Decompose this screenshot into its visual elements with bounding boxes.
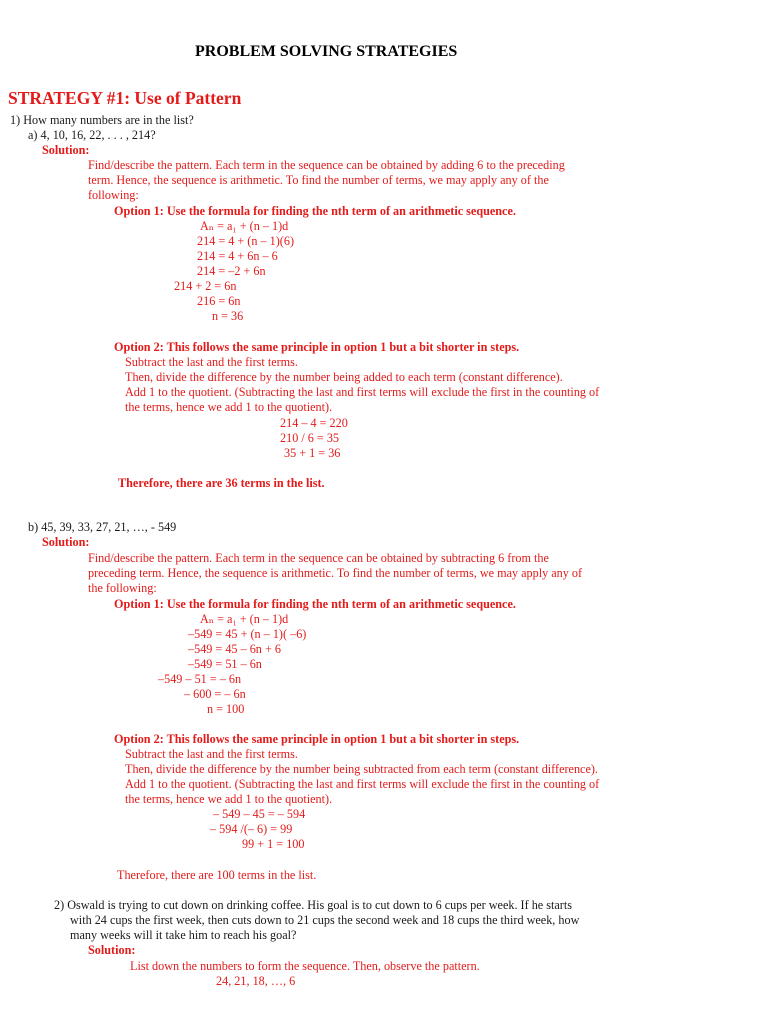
part-a-calc-3: 35 + 1 = 36 [284,446,341,460]
part-a-desc-3: following: [88,188,139,202]
part-b-eq-3: –549 = 45 – 6n + 6 [188,642,281,656]
part-b-calc-2: – 594 /(– 6) = 99 [210,822,293,836]
page-title: PROBLEM SOLVING STRATEGIES [195,43,458,60]
question-2-solution-label: Solution: [88,943,136,957]
part-a-solution-label: Solution: [42,143,90,157]
part-a-eq-6: 216 = 6n [197,294,241,308]
part-a-desc-2: term. Hence, the sequence is arithmetic. To find the number of terms, we may apply any of the [88,173,549,187]
part-a-eq-3: 214 = 4 + 6n – 6 [197,249,278,263]
part-b-desc-1: Find/describe the pattern. Each term in the sequence can be obtained by subtracting 6 from the [88,551,549,565]
question-2-line-3: many weeks will it take him to reach his goal? [70,928,297,942]
part-b-opt2-3: Add 1 to the quotient. (Subtracting the last and first terms will exclude the first in the counting of [125,777,600,791]
part-a-opt2-3: Add 1 to the quotient. (Subtracting the last and first terms will exclude the first in the counting of [125,385,600,399]
part-b-opt2-1: Subtract the last and the first terms. [125,747,298,761]
part-b-eq-1: Aₙ = a₁ + (n – 1)d [200,612,289,626]
question-2-line-1: 2) Oswald is trying to cut down on drinking coffee. His goal is to cut down to 6 cups per week. If he starts [54,898,572,912]
question-2-sequence: 24, 21, 18, …, 6 [216,974,296,988]
part-b-eq-4: –549 = 51 – 6n [188,657,262,671]
part-b-eq-7: n = 100 [207,702,245,716]
part-b-calc-1: – 549 – 45 = – 594 [213,807,306,821]
part-b-eq-2: –549 = 45 + (n – 1)( –6) [188,627,307,641]
part-a-calc-1: 214 – 4 = 220 [280,416,348,430]
part-b-option1: Option 1: Use the formula for finding the nth term of an arithmetic sequence. [114,597,516,611]
part-a-desc-1: Find/describe the pattern. Each term in the sequence can be obtained by adding 6 to the preceding [88,158,565,172]
part-b-conclusion: Therefore, there are 100 terms in the list. [117,868,317,882]
part-b-desc-3: the following: [88,581,157,595]
part-a-eq-7: n = 36 [212,309,244,323]
part-a-eq-5: 214 + 2 = 6n [174,279,237,293]
part-b-opt2-2: Then, divide the difference by the number being subtracted from each term (constant difference). [125,762,598,776]
part-b-eq-5: –549 – 51 = – 6n [158,672,242,686]
question-2-line-2: with 24 cups the first week, then cuts down to 21 cups the second week and 18 cups the third week, how [70,913,580,927]
part-b-calc-3: 99 + 1 = 100 [242,837,305,851]
part-a-conclusion: Therefore, there are 36 terms in the list. [118,476,325,490]
part-b-solution-label: Solution: [42,535,90,549]
part-a-option2: Option 2: This follows the same principle in option 1 but a bit shorter in steps. [114,340,520,354]
part-b-opt2-4: the terms, hence we add 1 to the quotient). [125,792,333,806]
part-a-eq-2: 214 = 4 + (n – 1)(6) [197,234,295,248]
part-b-eq-6: – 600 = – 6n [184,687,246,701]
part-a-opt2-4: the terms, hence we add 1 to the quotient). [125,400,333,414]
part-a-option1: Option 1: Use the formula for finding the nth term of an arithmetic sequence. [114,204,516,218]
part-a-opt2-2: Then, divide the difference by the number being added to each term (constant difference). [125,370,563,384]
part-a-prompt: a) 4, 10, 16, 22, . . . , 214? [28,128,156,142]
part-b-option2: Option 2: This follows the same principle in option 1 but a bit shorter in steps. [114,732,520,746]
strategy-heading: STRATEGY #1: Use of Pattern [8,88,242,108]
part-a-eq-1: Aₙ = a₁ + (n – 1)d [200,219,289,233]
part-b-desc-2: preceding term. Hence, the sequence is arithmetic. To find the number of terms, we may apply any of [88,566,583,580]
part-a-opt2-1: Subtract the last and the first terms. [125,355,298,369]
question-2-instruction: List down the numbers to form the sequence. Then, observe the pattern. [130,959,480,973]
part-a-calc-2: 210 / 6 = 35 [280,431,340,445]
question-1: 1) How many numbers are in the list? [10,113,194,127]
part-b-prompt: b) 45, 39, 33, 27, 21, …, - 549 [28,520,177,534]
part-a-eq-4: 214 = –2 + 6n [197,264,266,278]
